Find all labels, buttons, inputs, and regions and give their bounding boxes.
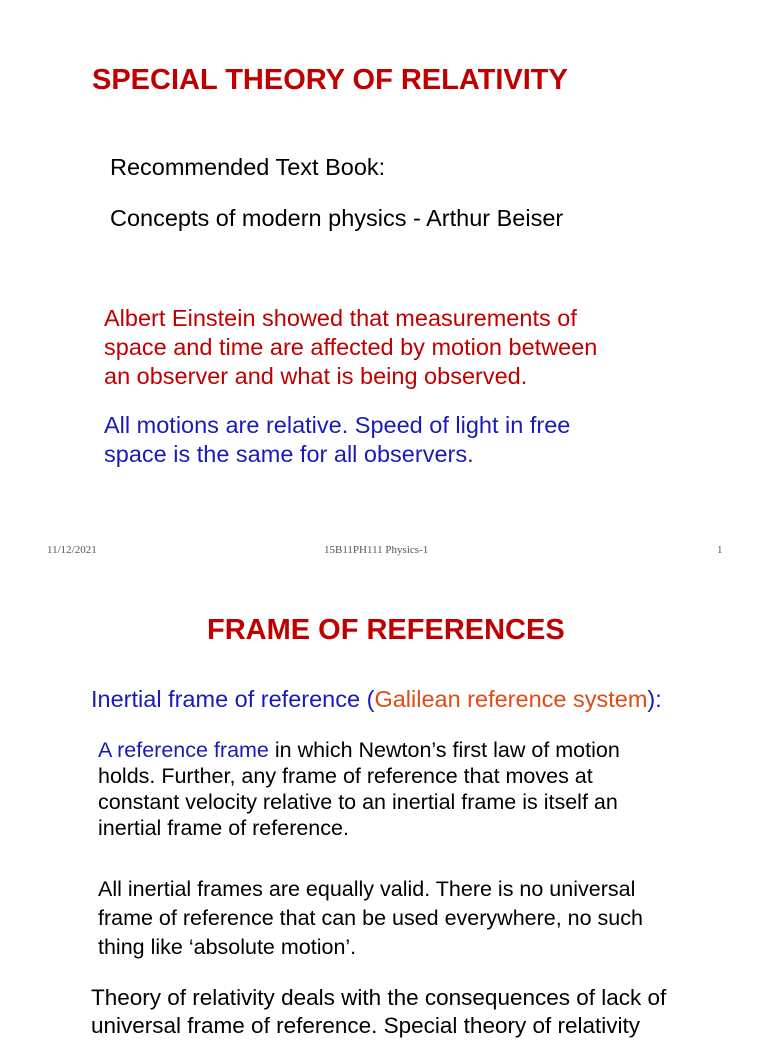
- paragraph-line-rest: in which Newton’s first law of motion: [268, 738, 620, 762]
- heading-galilean: Galilean reference system: [374, 686, 648, 712]
- paragraph-line: constant velocity relative to an inertial frame is itself an: [98, 790, 618, 814]
- recommended-label: Recommended Text Book:: [110, 154, 386, 180]
- theory-paragraph: [91, 984, 666, 1040]
- paragraph-line: frame of reference that can be used everywhere, no such: [98, 906, 643, 930]
- footer-course: 15B11PH111 Physics-1: [324, 544, 429, 556]
- heading-main: Inertial frame of reference: [91, 686, 361, 712]
- relativity-statement: [104, 411, 570, 469]
- slide-title: SPECIAL THEORY OF RELATIVITY: [92, 64, 568, 96]
- footer-page-number: 1: [717, 544, 723, 556]
- slide-title: FRAME OF REFERENCES: [207, 614, 565, 646]
- einstein-line: Albert Einstein showed that measurements of: [104, 305, 577, 331]
- paragraph-line: universal frame of reference. Special theory of relativity: [91, 1013, 640, 1038]
- heading-close-paren: ):: [647, 686, 662, 712]
- paragraph-line: [98, 737, 620, 763]
- inertial-frame-heading: [91, 686, 662, 713]
- reference-frame-term: A reference frame: [98, 738, 269, 762]
- einstein-statement: [104, 304, 597, 391]
- reference-frame-paragraph: [98, 737, 620, 841]
- paragraph-line: holds. Further, any frame of reference that moves at: [98, 764, 593, 788]
- book-reference: Concepts of modern physics - Arthur Beiser: [110, 205, 564, 231]
- paragraph-line: thing like ‘absolute motion’.: [98, 935, 357, 959]
- relativity-line: All motions are relative. Speed of light in free: [104, 412, 571, 438]
- einstein-line: space and time are affected by motion between: [104, 334, 598, 360]
- paragraph-line: Theory of relativity deals with the consequences of lack of: [91, 985, 667, 1010]
- paragraph-line: All inertial frames are equally valid. There is no universal: [98, 877, 636, 901]
- relativity-line: space is the same for all observers.: [104, 441, 474, 467]
- slide-2: [0, 570, 768, 1038]
- paragraph-line: inertial frame of reference.: [98, 816, 349, 840]
- inertial-frames-paragraph: [98, 875, 643, 962]
- einstein-line: an observer and what is being observed.: [104, 363, 528, 389]
- footer-date: 11/12/2021: [47, 544, 97, 556]
- heading-open-paren: (: [360, 686, 375, 712]
